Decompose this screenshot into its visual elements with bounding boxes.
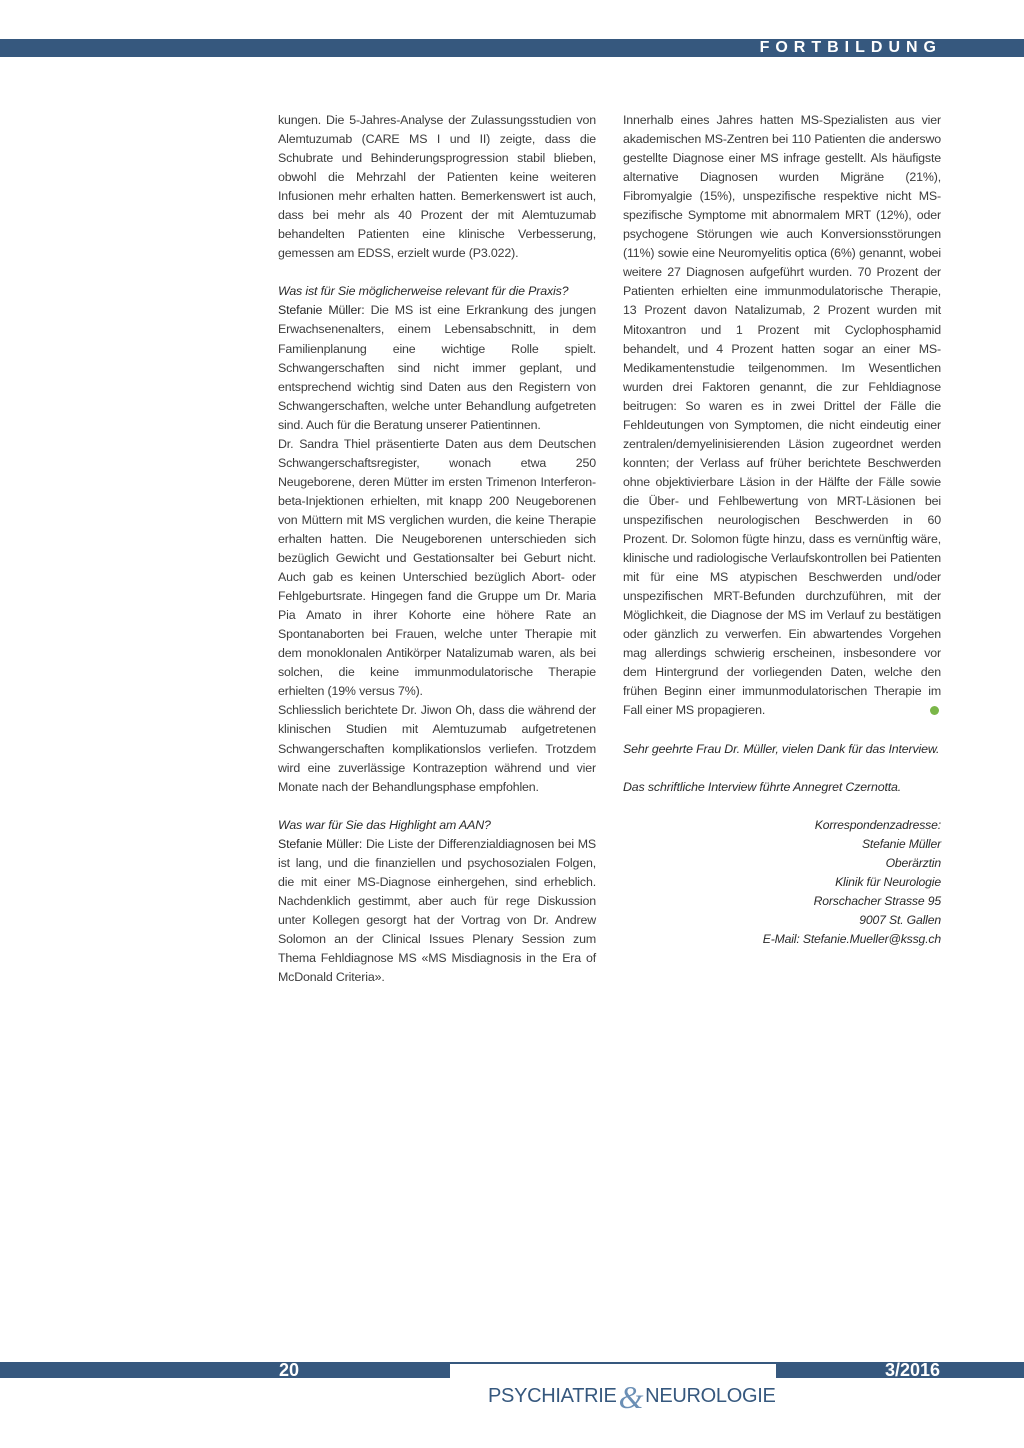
address-line: 9007 St. Gallen [859,912,941,927]
spacer [278,263,596,282]
address-line: Oberärztin [885,855,941,870]
logo-text-right: NEUROLOGIE [645,1385,776,1407]
speaker-name: Stefanie Müller: [278,303,365,318]
section-title: FORTBILDUNG [759,39,942,56]
interview-answer [278,301,596,434]
logo-text-left: PSYCHIATRIE [488,1385,617,1407]
interviewer-credit: Das schriftliche Interview führte Annegret Czernotta. [623,779,902,794]
page-number: 20 [279,1360,300,1380]
speaker-name: Stefanie Müller: [278,836,363,851]
left-column [278,111,596,987]
paragraph: kungen. Die 5-Jahres-Analyse der Zulassungsstudien von Alemtuzumab (CARE MS I und II) zeigte, dass die Schubrate und Behinderungsprogression stabil blieben, obwohl die Mehrzahl der Patienten keine weiteren Infusionen mehr erhalten hatten. Bemerkenswert ist auch, dass bei mehr als 40 Prozent der mit Alemtuzumab behandelten Patienten eine klinische Verbesserung, gemessen am EDSS, erzielt wurde (P3.022). [278,113,596,261]
journal-logo [488,1379,776,1415]
spacer [623,797,941,816]
issue-number: 3/2016 [884,1360,940,1380]
address-line: Korrespondenzadresse: [814,817,941,832]
closing-thanks: Sehr geehrte Frau Dr. Müller, vielen Dank für das Interview. [623,741,940,756]
paragraph-text: Innerhalb eines Jahres hatten MS-Spezialisten aus vier akademischen MS-Zentren bei 110 Patienten die anderswo gestellte Diagnose einer MS infrage gestellt. Als häufigste alternative Diagnosen wurden Migräne (21%), Fibromyalgie (15%), unspezifische respektive nicht MS-spezifische Symptome mit abnormalem MRT (12%), oder psychogene Störungen wie auch Konversionsstörungen (11%) sowie eine Neuromyelitis optica (6%) genannt, wobei weitere 27 Diagnosen aufgeführt wurden. 70 Prozent der Patienten erhielten eine immunmodulatorische Therapie, 13 Prozent davon Natalizumab, 2 Prozent wurden mit Mitoxantron und 1 Prozent mit Cyclophosphamid behandelt, und 4 Prozent hatten sogar an einer MS-Medikamentenstudie teilgenommen. Im Wesentlichen wurden drei Faktoren genannt, die zur Fehldiagnose beitrugen: So waren es in zwei Drittel der Fälle die Fehldeutungen von Symptomen, die nicht eindeutig einer zentralen/demyelinisierenden Läsion zugeordnet werden konnten; der Verlass auf früher berichtete Beschwerden ohne objektivierbare Läsion in der Hälfte der Fälle sowie die Über- und Fehlbewertung von MRT-Läsionen bei unspezifischen neurologischen Beschwerden in 60 Prozent. Dr. Solomon fügte hinzu, dass es vernünftig wäre, klinische und radiologische Verlaufskontrollen bei Patienten mit für eine MS atypischen Beschwerden und/oder unspezifischen MRT-Befunden durchzuführen, mit der Möglichkeit, die Diagnose der MS im Verlauf zu bestätigen oder gänzlich zu verwerfen. Ein abwartendes Vorgehen mag allerdings schwierig erscheinen, insbesondere vor dem Hintergrund der vorliegenden Daten, welche den frühen Beginn einer immunmodulatorischen Therapie im Fall einer MS propagieren. [623,113,941,718]
address-line: Klinik für Neurologie [835,874,941,889]
address-line: Stefanie Müller [861,836,941,851]
spacer [623,721,941,740]
interview-answer [278,835,596,987]
spacer [623,759,941,778]
answer-text: Die MS ist eine Erkrankung des jungen Erwachsenenalters, einem Lebensabschnitt, in dem Familienplanung eine wichtige Rolle spielt. Schwangerschaften sind nicht immer geplant, und entsprechend wichtig sind Daten aus den Registern von Schwangerschaften, welche unter Behandlung aufgetreten sind. Auch für die Beratung unserer Patientinnen. [278,303,596,432]
paragraph [623,111,941,721]
email-line: E-Mail: Stefanie.Mueller@kssg.ch [762,931,941,946]
answer-text: Die Liste der Differenzialdiagnosen bei MS ist lang, und die finanziellen und psychosozialen Folgen, die mit einer MS-Diagnose einhergehen, sind erheblich. Nachdenklich gestimmt, aber auch für rege Diskussion unter Kollegen gesorgt hat der Vortrag von Dr. Andrew Solomon an der Clinical Issues Plenary Session zum Thema Fehldiagnose MS «MS Misdiagnosis in the Era of McDonald Criteria». [278,836,596,985]
right-column [623,111,941,949]
address-line: Rorschacher Strasse 95 [813,893,941,908]
interview-question: Was war für Sie das Highlight am AAN? [278,817,491,832]
interview-question: Was ist für Sie möglicherweise relevant für die Praxis? [278,284,569,299]
paragraph: Dr. Sandra Thiel präsentierte Daten aus dem Deutschen Schwangerschaftsregister, wonach etwa 250 Neugeborene, deren Mütter im ersten Trimenon Interferon-beta-Injektionen erhielten, mit knapp 200 Neugeborenen von Müttern mit MS verglichen wurden, die keine Therapie erhalten hatten. Die Neugeborenen unterschieden sich bezüglich Gewicht und Gestationsalter bei Geburt nicht. Auch gab es keinen Unterschied bezüglich Abort- oder Fehlgeburtsrate. Hingegen fand die Gruppe um Dr. Maria Pia Amato in ihrer Kohorte eine höhere Rate an Spontanaborten bei Frauen, welche unter Therapie mit dem monoklonalen Antikörper Natalizumab waren, als bei solchen, die keine immunmodulatorische Therapie erhielten (19% versus 7%). [278,436,596,699]
paragraph: Schliesslich berichtete Dr. Jiwon Oh, dass die während der klinischen Studien mit Alemtuzumab aufgetretenen Schwangerschaften komplikationslos verliefen. Trotzdem wird eine zuverlässige Kontrazeption während und vier Monate nach der Behandlungsphase empfohlen. [278,703,596,794]
end-of-article-icon [930,706,939,715]
logo-ampersand: & [618,1379,644,1415]
correspondence-address [623,816,941,949]
spacer [278,797,596,816]
